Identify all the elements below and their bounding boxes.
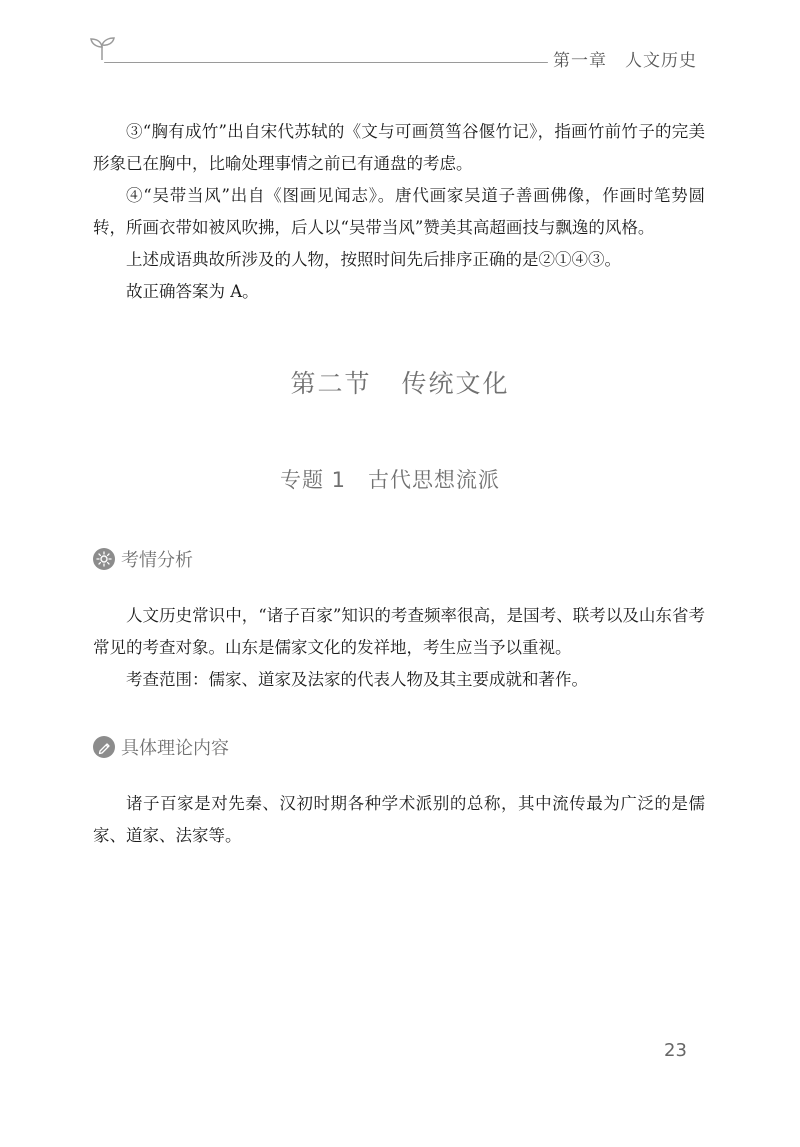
topic-number: 专题 1 [279, 468, 347, 492]
theory-heading-label: 具体理论内容 [121, 738, 229, 759]
analysis-heading [93, 546, 193, 572]
sprout-icon [86, 32, 118, 62]
analysis-paragraph-2: 考查范围：儒家、道家及法家的代表人物及其主要成就和著作。 [126, 670, 588, 689]
paragraph-order: 上述成语典故所涉及的人物，按照时间先后排序正确的是②①④③。 [126, 250, 621, 269]
pen-icon [93, 736, 115, 758]
chapter-number: 第一章 [553, 51, 607, 71]
section-title [0, 364, 800, 400]
paragraph-3: ③“胸有成竹”出自宋代苏轼的《文与可画筼筜谷偃竹记》，指画竹前竹子的完美形象已在胸中，比喻处理事情之前已有通盘的考虑。 [93, 122, 705, 173]
header-rule [104, 62, 548, 63]
analysis-paragraph-1: 人文历史常识中，“诸子百家”知识的考查频率很高，是国考、联考以及山东省考常见的考查对象。山东是儒家文化的发祥地，考生应当予以重视。 [93, 606, 705, 657]
paragraph-4: ④“吴带当风”出自《图画见闻志》。唐代画家吴道子善画佛像，作画时笔势圆转，所画衣带如被风吹拂，后人以“吴带当风”赞美其高超画技与飘逸的风格。 [93, 186, 705, 237]
chapter-title: 人文历史 [625, 51, 697, 71]
paragraph-answer: 故正确答案为 A。 [126, 282, 259, 301]
page-number: 23 [664, 1040, 687, 1061]
running-header [0, 0, 800, 80]
header-chapter [553, 46, 697, 71]
theory-heading [93, 734, 229, 760]
topic-name: 古代思想流派 [368, 468, 501, 492]
section-number: 第二节 [290, 369, 372, 398]
section-name: 传统文化 [401, 369, 510, 398]
sun-icon [93, 548, 115, 570]
theory-paragraph-1: 诸子百家是对先秦、汉初时期各种学术派别的总称，其中流传最为广泛的是儒家、道家、法家等。 [93, 794, 705, 845]
topic-title [0, 464, 780, 494]
analysis-heading-label: 考情分析 [121, 550, 193, 571]
